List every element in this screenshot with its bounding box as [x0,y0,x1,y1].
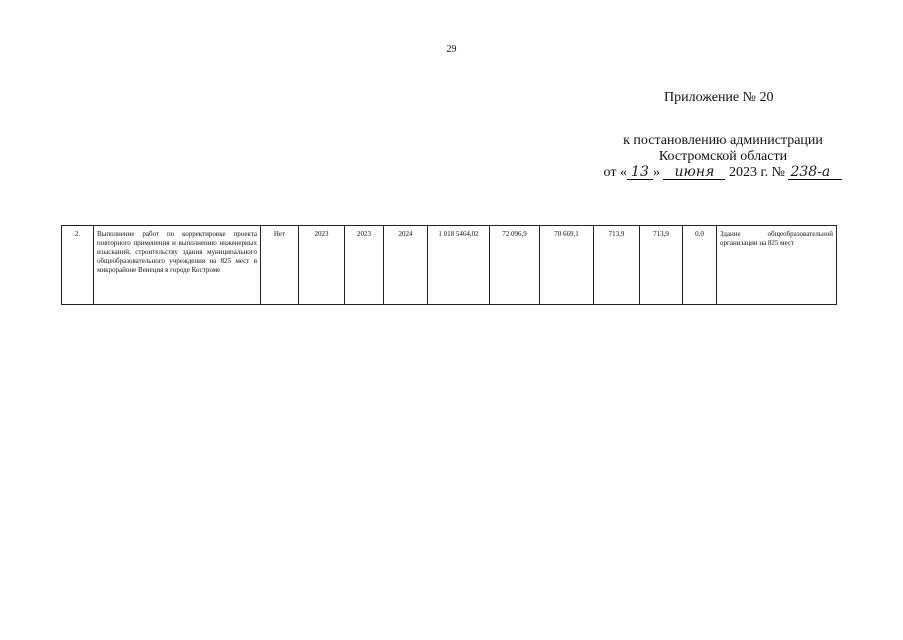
date-mid: » [652,165,660,180]
year-and-number-label: 2023 г. № [728,165,785,180]
decree-date-line [598,165,848,181]
flag-cell: Нет [261,226,299,305]
value-3-cell: 713,9 [594,226,640,305]
handwritten-decree-number: 238-а [788,165,842,180]
year-end-cell: 2024 [384,226,428,305]
page-number: 29 [446,44,457,55]
handwritten-day: 13 [627,165,653,180]
row-index: 2. [62,226,94,305]
decree-reference [598,133,848,181]
result-cell: Здание общеобразовательной организации на 825 мест [717,226,837,305]
estimated-cost-cell: 1 018 5464,02 [428,226,490,305]
value-1-cell: 72 096,9 [490,226,540,305]
decree-line-2: Костромской области [658,149,788,164]
handwritten-month: июня [663,165,725,180]
appendix-title: Приложение № 20 [664,90,774,105]
project-description: Выполнение работ по корректировке проекта повторного применения и выполнению инженерных изысканий, строительству здания муниципального общеобразовательного учреждения на 825 мест в микрорайоне Венеция в городе Костроме [94,226,261,305]
project-table [61,225,837,305]
value-5-cell: 0,0 [683,226,717,305]
date-prefix: от « [603,165,627,180]
table-row [62,226,837,305]
year-begin-cell: 2023 [345,226,384,305]
decree-line-1: к постановлению администрации [623,133,823,148]
value-2-cell: 70 669,1 [540,226,594,305]
year-start-cell: 2023 [299,226,345,305]
value-4-cell: 713,9 [640,226,683,305]
